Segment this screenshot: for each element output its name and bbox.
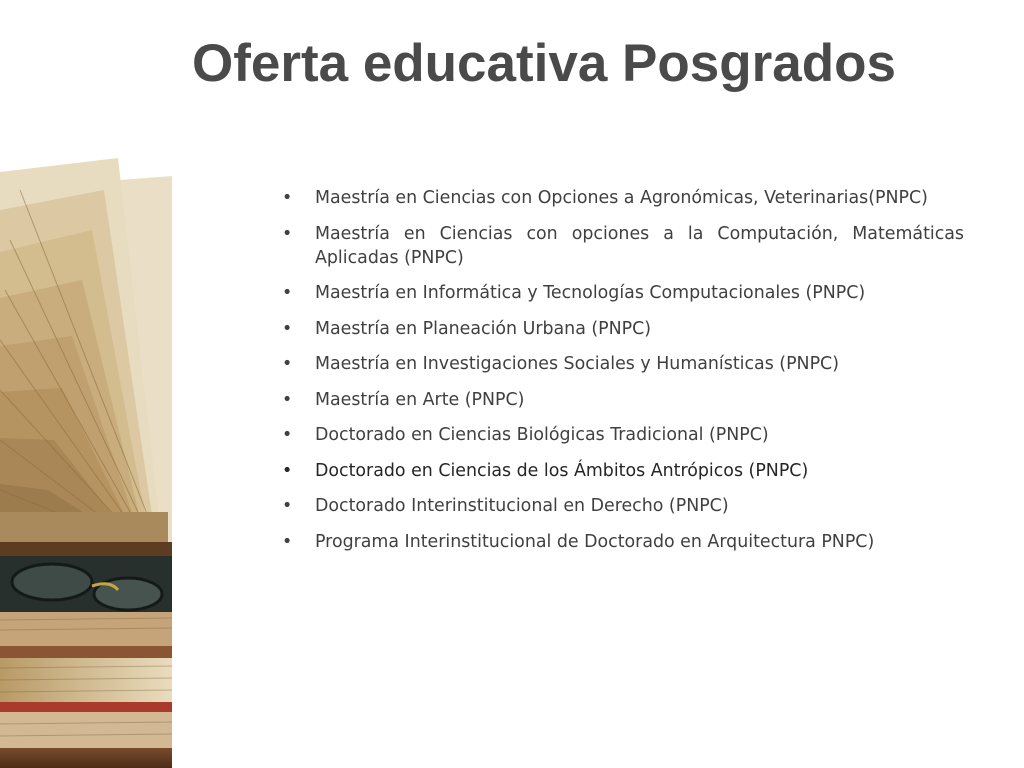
- program-name: Maestría en Investigaciones Sociales y Humanísticas (PNPC): [315, 354, 839, 374]
- book-image: [0, 150, 172, 768]
- program-name: Maestría en Ciencias con Opciones a Agronómicas, Veterinarias(PNPC): [315, 188, 928, 208]
- program-name: Maestría en Informática y Tecnologías Computacionales (PNPC): [315, 283, 866, 303]
- slide-title: Oferta educativa Posgrados: [192, 34, 896, 93]
- list-item: [282, 530, 964, 554]
- list-item: [282, 317, 964, 341]
- bullet-icon: •: [282, 389, 293, 410]
- program-name: Maestría en Arte (PNPC): [315, 389, 525, 410]
- list-item: [282, 186, 964, 210]
- bullet-icon: •: [282, 425, 293, 445]
- bullet-icon: •: [282, 354, 293, 374]
- program-name: Doctorado en Ciencias Biológicas Tradicional (PNPC): [315, 425, 769, 445]
- list-item: [282, 388, 964, 412]
- list-item: [282, 494, 964, 518]
- program-list: [282, 186, 964, 565]
- list-item: [282, 459, 964, 483]
- bullet-icon: •: [282, 531, 293, 552]
- list-item: [282, 423, 964, 447]
- program-name: Doctorado en Ciencias de los Ámbitos Antrópicos (PNPC): [315, 460, 809, 481]
- bullet-icon: •: [282, 283, 293, 303]
- list-item: [282, 222, 964, 270]
- list-item: [282, 352, 964, 376]
- bullet-icon: •: [282, 460, 293, 481]
- program-name: Doctorado Interinstitucional en Derecho (PNPC): [315, 496, 729, 516]
- bullet-icon: •: [282, 496, 293, 516]
- bullet-icon: •: [282, 188, 293, 208]
- bullet-icon: •: [282, 318, 293, 339]
- program-name: Programa Interinstitucional de Doctorado en Arquitectura PNPC): [315, 531, 875, 552]
- bullet-icon: •: [282, 223, 293, 244]
- list-item: [282, 281, 964, 305]
- program-name: Maestría en Ciencias con opciones a la Computación, Matemáticas Aplicadas (PNPC): [315, 223, 964, 268]
- program-name: Maestría en Planeación Urbana (PNPC): [315, 318, 652, 339]
